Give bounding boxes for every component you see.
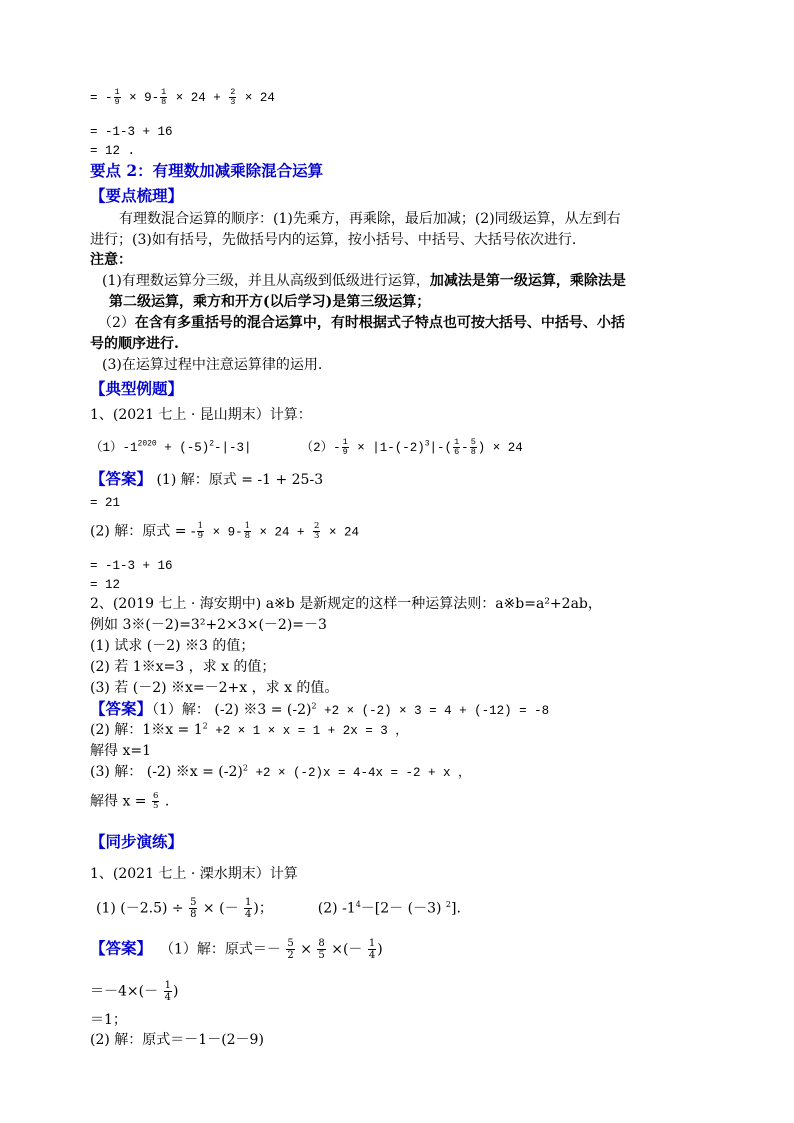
example-2-part-2: (2) 若 1※x=3 ，求 x 的值； bbox=[90, 659, 276, 675]
practice-1-answer-line-4: (2) 解：原式＝－1－(2－9) bbox=[90, 1032, 264, 1048]
calc-line-1: = - $\frac{1}{9}$ × 9- $\frac{1}{8}$ × 24 + $\frac{2}{3}$ × 24 bbox=[90, 87, 275, 107]
paragraph-line-1: 有理数混合运算的顺序：(1)先乘方，再乘除，最后加减；(2)同级运算，从左到右 bbox=[119, 211, 621, 227]
example-2-answer-line-3: 解得 x=1 bbox=[90, 743, 151, 759]
practice-1-title: 1、(2021 七上 · 溧水期末）计算 bbox=[90, 866, 298, 882]
outline-label: 【要点梳理】 bbox=[90, 186, 184, 205]
example-2-answer-line-5: 解得 x = $\frac{6}{5}$ . bbox=[90, 791, 170, 811]
example-1-problems: $(1)-1^{2020} + (-5)^2-|-3|$ （2）- $\frac{1}{9}$ × $|1-(-2)^3|-$( $\frac{1}{6}$ - $\frac{5}{8}$ ) × 24 bbox=[90, 437, 523, 457]
example-1-answer-line-2: = 21 bbox=[90, 496, 121, 510]
example-1-answer-line-5: = 12 bbox=[90, 578, 121, 592]
example-1-answer-line-3: (2) 解：原式 = - $\frac{1}{9}$ × 9- $\frac{1}{8}$ × 24 + $\frac{2}{3}$ × 24 bbox=[90, 521, 359, 541]
example-2-title: 2、(2019 七上 · 海安期中) a※b 是新规定的这样一种运算法则：a※b=a²+2ab， bbox=[90, 596, 602, 612]
note-2-line-1: （2）在含有多重括号的混合运算中，有时根据式子特点也可按大括号、中括号、小括 bbox=[98, 315, 625, 331]
practice-label: 【同步演练】 bbox=[90, 832, 184, 851]
example-2-part-3: (3) 若 (－2) ※x=－2+x ，求 x 的值。 bbox=[90, 680, 339, 696]
calc-line-3: = 12 . bbox=[90, 144, 136, 158]
examples-label: 【典型例题】 bbox=[90, 379, 184, 398]
example-1-answer-line-1: 【答案】 (1) 解：原式 = -1 + 25-3 bbox=[90, 469, 324, 488]
example-2-part-1: (1) 试求 (－2) ※3 的值； bbox=[90, 638, 255, 654]
practice-1-problems: (1) (－2.5) ÷ $\frac{5}{8}$ × (－ $\frac{1}{4}$ )； (2) $-1^4-[2- (-3)$ $^2$]. bbox=[96, 897, 461, 920]
example-1-title: 1、(2021 七上 · 昆山期末）计算： bbox=[90, 407, 312, 423]
note-3: (3)在运算过程中注意运算律的运用. bbox=[102, 357, 323, 373]
example-2-answer-line-2: (2) 解：1※x = $1^2 +2 \times 1 \times x = 1 + 2x = 3$ ， bbox=[90, 721, 408, 738]
section-heading: 要点 2：有理数加减乘除混合运算 bbox=[90, 161, 324, 180]
paragraph-line-2: 进行；(3)如有括号，先做括号内的运算，按小括号、中括号、大括号依次进行. bbox=[90, 232, 577, 248]
example-2-example: 例如 3※(－2)=3²+2×3×(－2)=－3 bbox=[90, 617, 327, 633]
example-1-answer-line-4: = -1-3 + 16 bbox=[90, 559, 173, 573]
practice-1-answer-line-2: ＝－4×(－ $\frac{1}{4}$ ) bbox=[90, 980, 179, 1003]
note-1-line-2: 第二级运算，乘方和开方(以后学习)是第三级运算； bbox=[109, 294, 431, 310]
calc-line-2: = -1-3 + 16 bbox=[90, 125, 173, 139]
example-2-answer-line-1: 【答案】（1）解： (-2) ※3 = $(-2)^2 +2 \times (-2) \times 3 = 4 + (-12) = -8$ bbox=[90, 699, 550, 718]
note-1-line-1: (1)有理数运算分三级，并且从高级到低级进行运算，加减法是第一级运算，乘除法是 bbox=[102, 273, 626, 289]
practice-1-answer-line-1: 【答案】 （1）解：原式＝－ $\frac{5}{2}$ × $\frac{8}{5}$ ×(－ $\frac{1}{4}$ ) bbox=[90, 938, 383, 961]
example-2-answer-line-4: (3) 解： (-2) ※x = $(-2)^2 +2 \times (-2)x = 4-4x = -2 + x$ ， bbox=[90, 763, 471, 780]
practice-1-answer-line-3: ＝1； bbox=[90, 1012, 127, 1028]
note-2-line-2: 号的顺序进行. bbox=[90, 336, 179, 352]
note-label: 注意： bbox=[90, 252, 132, 268]
